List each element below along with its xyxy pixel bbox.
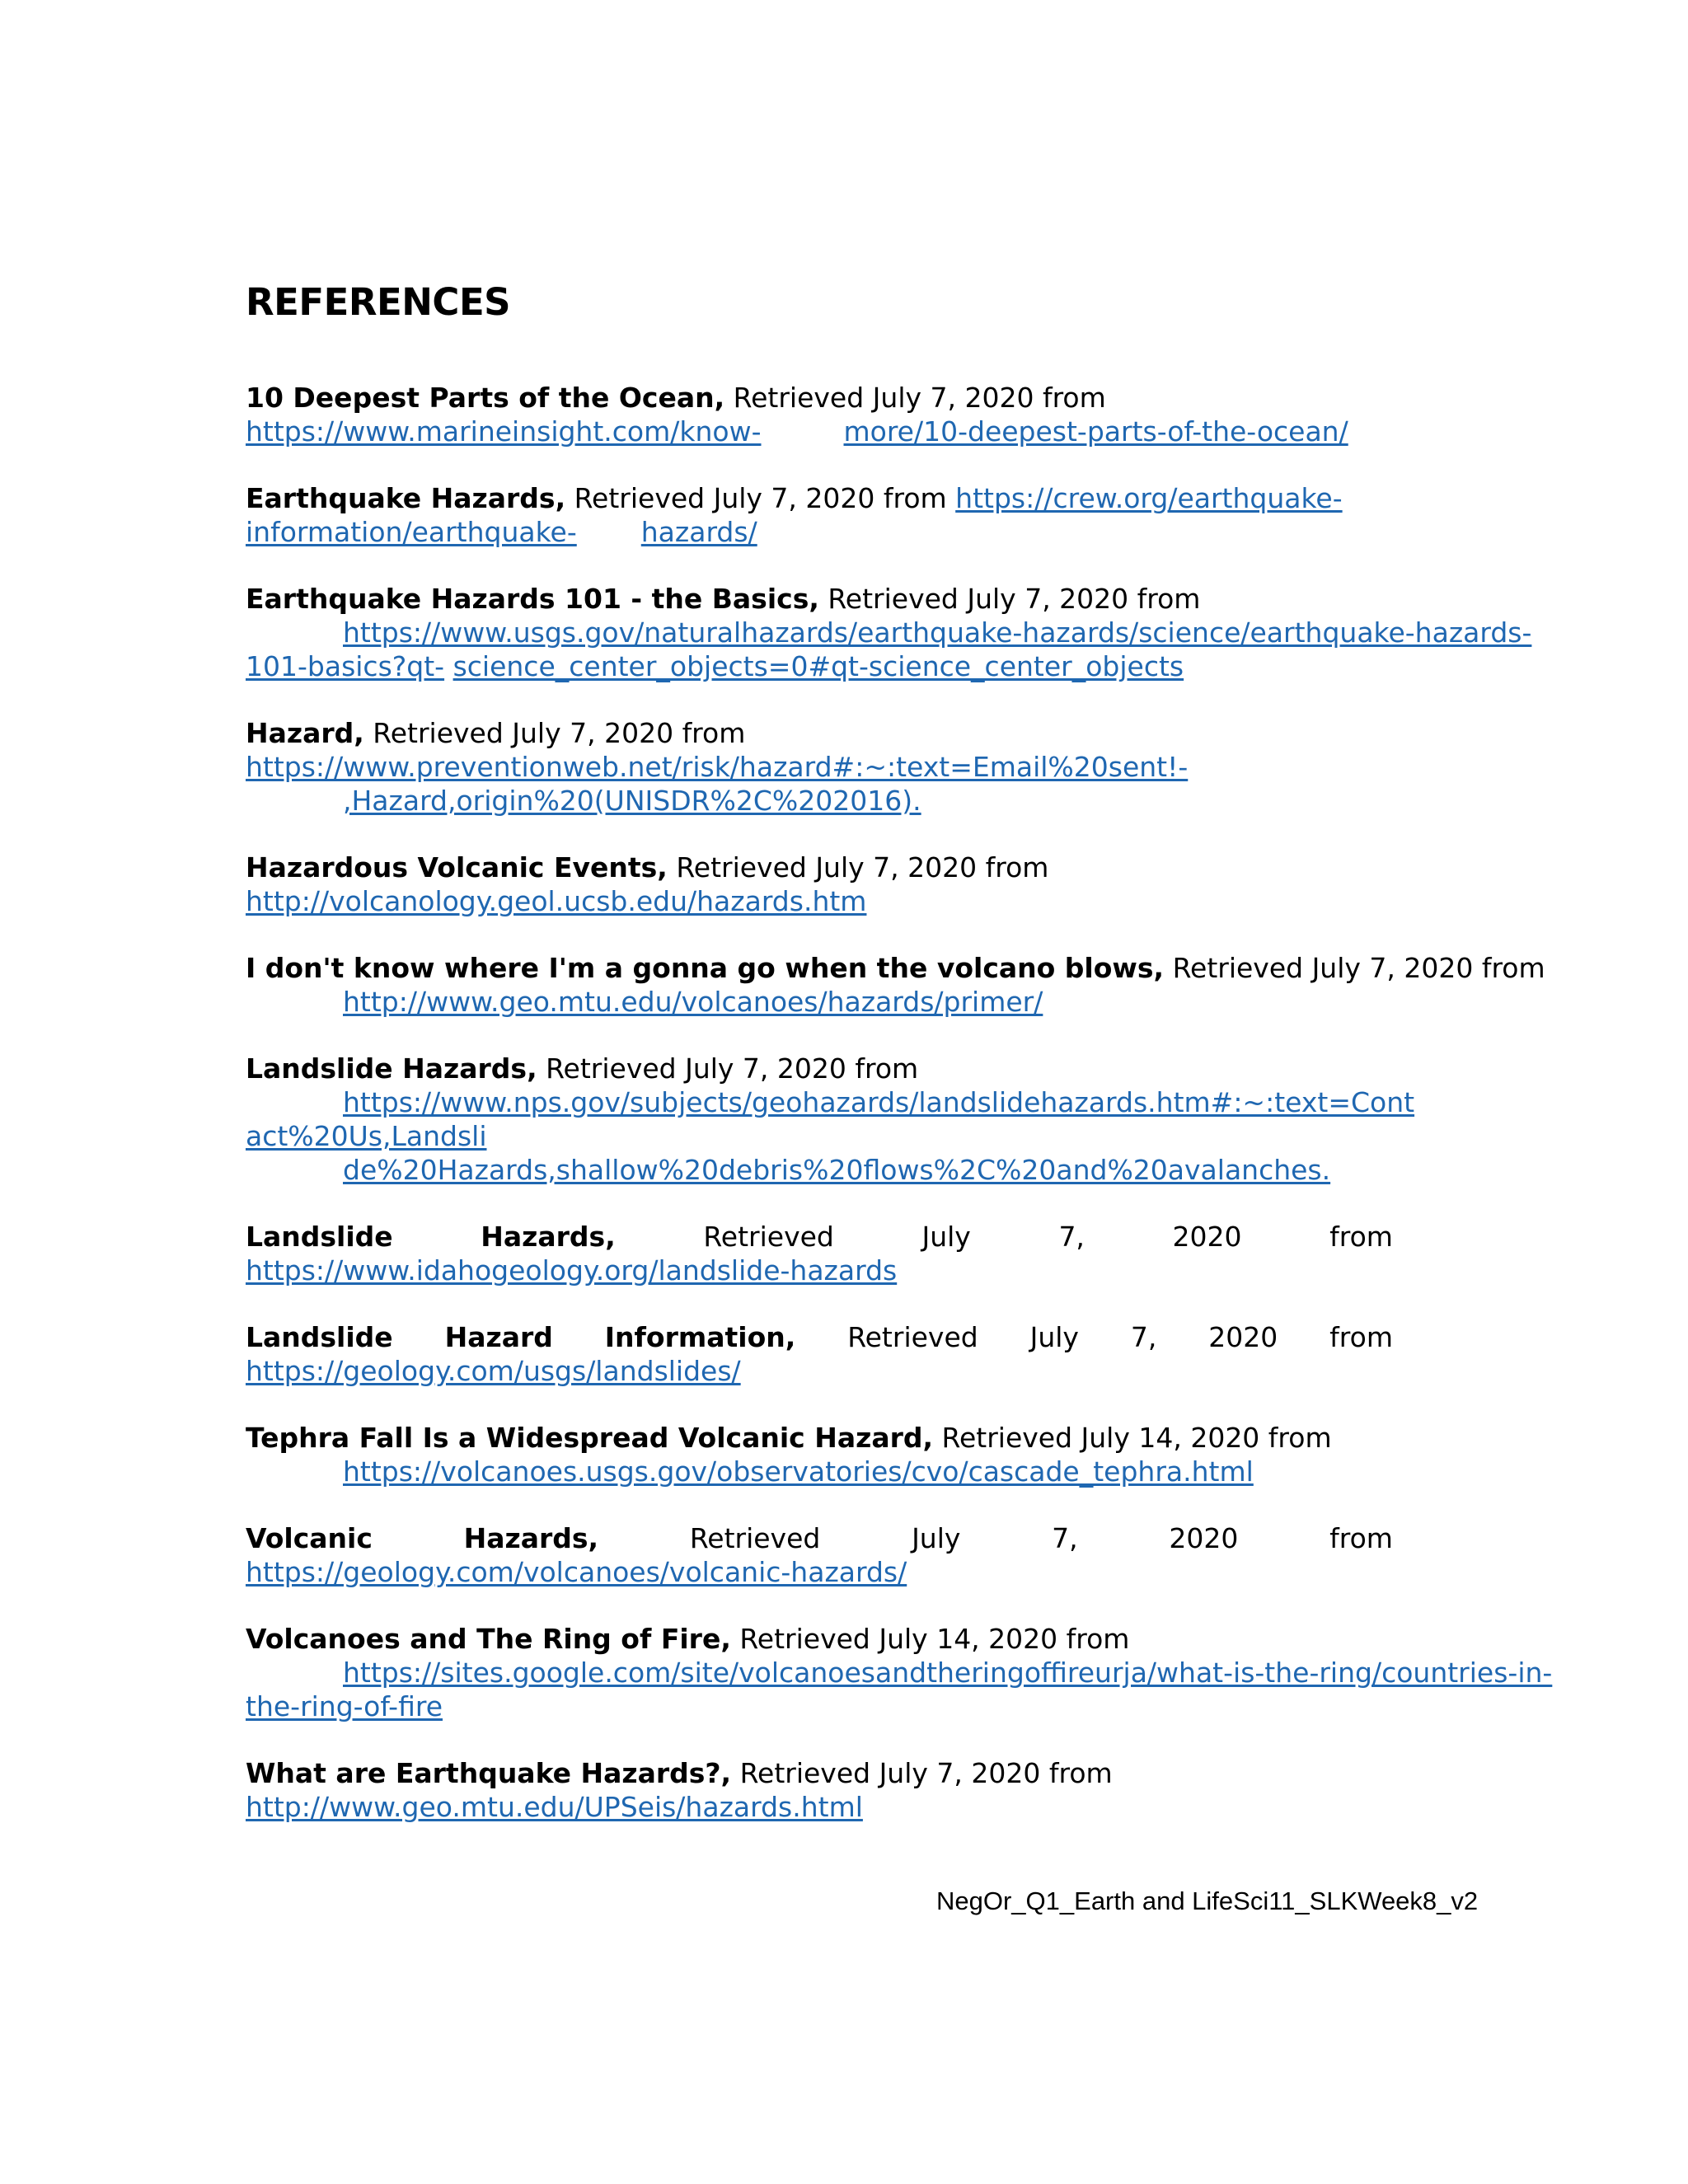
reference-retrieved: July: [1029, 1321, 1079, 1353]
reference-retrieved: Retrieved July 7, 2020 from: [1164, 952, 1545, 984]
reference-retrieved: Retrieved July 7, 2020 from: [731, 1757, 1113, 1789]
reference-link[interactable]: https://crew.org/earthquake-: [955, 482, 1343, 514]
reference-retrieved: July: [912, 1522, 961, 1554]
reference-url: [246, 1656, 1553, 1690]
reference-url: [246, 616, 1531, 649]
reference-link[interactable]: https://www.idahogeology.org/landslide-hazards: [246, 1254, 898, 1286]
document-footer: NegOr_Q1_Earth and LifeSci11_SLKWeek8_v2: [936, 1886, 1479, 1915]
reference-title: Tephra Fall Is a Widespread Volcanic Hazard,: [246, 1422, 934, 1454]
reference-item: [246, 582, 1531, 683]
reference-link[interactable]: act%20Us,Landsli: [246, 1120, 487, 1152]
reference-header: [246, 1220, 1393, 1254]
reference-header: [246, 1756, 1531, 1790]
reference-retrieved: July: [921, 1221, 971, 1253]
reference-title: Information,: [604, 1321, 796, 1353]
reference-item: [246, 1756, 1531, 1824]
reference-item: [246, 1220, 1531, 1287]
reference-link[interactable]: https://sites.google.com/site/volcanoesandtheringoffireurja/what-is-the-ring/countries-in-: [343, 1657, 1553, 1689]
reference-header: [246, 481, 1531, 515]
reference-retrieved: 7,: [1052, 1522, 1078, 1554]
reference-link[interactable]: http://volcanology.geol.ucsb.edu/hazards.htm: [246, 885, 867, 917]
reference-title: Hazards,: [463, 1522, 599, 1554]
reference-url: [246, 515, 1531, 549]
reference-url: [246, 1153, 1531, 1187]
reference-header: [246, 1320, 1393, 1354]
reference-retrieved: from: [1329, 1221, 1393, 1253]
reference-title: Volcanic: [246, 1522, 373, 1554]
reference-retrieved: Retrieved July 14, 2020 from: [933, 1422, 1332, 1454]
reference-header: [246, 851, 1531, 884]
reference-url: [246, 750, 1531, 784]
reference-link[interactable]: https://geology.com/volcanoes/volcanic-hazards/: [246, 1556, 907, 1588]
reference-title: Landslide: [246, 1221, 393, 1253]
reference-item: [246, 851, 1531, 918]
reference-title: Landslide Hazards,: [246, 1052, 537, 1085]
reference-header: [246, 582, 1531, 616]
reference-link[interactable]: hazards/: [640, 516, 757, 548]
reference-item: [246, 381, 1531, 448]
reference-retrieved: Retrieved July 7, 2020 from: [724, 382, 1106, 414]
reference-url: [246, 1790, 1531, 1824]
reference-title: Hazard,: [246, 717, 364, 749]
reference-title: 10 Deepest Parts of the Ocean,: [246, 382, 725, 414]
reference-header: [246, 951, 1545, 985]
reference-url: [246, 1354, 1531, 1388]
reference-title: I don't know where I'm a gonna go when the volcano blows,: [246, 952, 1165, 984]
reference-url: [246, 1085, 1531, 1119]
reference-link[interactable]: more/10-deepest-parts-of-the-ocean/: [843, 415, 1348, 448]
reference-title: Hazards,: [481, 1221, 616, 1253]
reference-retrieved: from: [1329, 1321, 1393, 1353]
reference-header: [246, 716, 1531, 750]
reference-retrieved: Retrieved July 7, 2020 from: [565, 482, 956, 514]
reference-retrieved: 7,: [1058, 1221, 1085, 1253]
reference-retrieved: Retrieved July 14, 2020 from: [730, 1623, 1130, 1655]
reference-title: Landslide: [246, 1321, 393, 1353]
reference-link[interactable]: https://www.usgs.gov/naturalhazards/earthquake-hazards/science/earthquake-hazards-: [343, 616, 1532, 649]
reference-link[interactable]: http://www.geo.mtu.edu/volcanoes/hazards/primer/: [343, 986, 1043, 1018]
reference-link[interactable]: ,Hazard,origin%20(UNISDR%2C%202016).: [343, 785, 921, 817]
reference-retrieved: 2020: [1169, 1522, 1239, 1554]
reference-header: [246, 1052, 1531, 1085]
reference-link[interactable]: https://geology.com/usgs/landslides/: [246, 1355, 741, 1387]
reference-url: [246, 1455, 1531, 1488]
reference-url: [246, 1254, 1531, 1287]
reference-url: [246, 1690, 1531, 1723]
reference-item: [246, 1052, 1531, 1187]
page-title: REFERENCES: [246, 280, 511, 324]
reference-link[interactable]: https://www.marineinsight.com/know-: [246, 415, 762, 448]
reference-link[interactable]: https://volcanoes.usgs.gov/observatories/cvo/cascade_tephra.html: [343, 1455, 1254, 1488]
reference-retrieved: 7,: [1130, 1321, 1157, 1353]
reference-header: [246, 381, 1531, 415]
reference-url: [246, 1119, 1531, 1153]
reference-title: What are Earthquake Hazards?,: [246, 1757, 732, 1789]
reference-retrieved: Retrieved July 7, 2020 from: [537, 1052, 919, 1085]
reference-item: [246, 716, 1531, 818]
reference-link[interactable]: https://www.nps.gov/subjects/geohazards/landslidehazards.htm#:~:text=Cont: [343, 1086, 1415, 1118]
reference-header: [246, 1622, 1531, 1656]
reference-retrieved: Retrieved July 7, 2020 from: [363, 717, 746, 749]
reference-title: Hazardous Volcanic Events,: [246, 851, 668, 883]
reference-url: [246, 649, 1531, 683]
reference-link[interactable]: science_center_objects=0#qt-science_center_objects: [452, 650, 1184, 682]
reference-header: [246, 1421, 1531, 1455]
reference-url: [246, 884, 1531, 918]
reference-link[interactable]: http://www.geo.mtu.edu/UPSeis/hazards.html: [246, 1791, 863, 1823]
reference-link[interactable]: de%20Hazards,shallow%20debris%20flows%2C%20and%20avalanches.: [343, 1154, 1331, 1186]
reference-url: [246, 985, 1531, 1019]
reference-retrieved: Retrieved July 7, 2020 from: [818, 583, 1201, 615]
reference-item: [246, 1320, 1531, 1388]
reference-retrieved: Retrieved: [689, 1522, 821, 1554]
reference-retrieved: Retrieved: [847, 1321, 978, 1353]
reference-retrieved: Retrieved July 7, 2020 from: [667, 851, 1049, 883]
reference-title: Earthquake Hazards 101 - the Basics,: [246, 583, 819, 615]
reference-retrieved: Retrieved: [703, 1221, 834, 1253]
reference-url: [246, 784, 1531, 818]
reference-link[interactable]: 101-basics?qt-: [246, 650, 445, 682]
reference-link[interactable]: https://www.preventionweb.net/risk/hazard#:~:text=Email%20sent!-: [246, 751, 1189, 783]
reference-item: [246, 1622, 1553, 1723]
reference-retrieved: from: [1329, 1522, 1393, 1554]
reference-title: Volcanoes and The Ring of Fire,: [246, 1623, 731, 1655]
reference-link[interactable]: information/earthquake-: [246, 516, 577, 548]
reference-retrieved: 2020: [1172, 1221, 1242, 1253]
reference-title: Earthquake Hazards,: [246, 482, 566, 514]
reference-item: [246, 1521, 1531, 1589]
reference-header: [246, 1521, 1393, 1555]
reference-url: [246, 1555, 1531, 1589]
reference-list: [246, 381, 1553, 1857]
reference-item: [246, 1421, 1531, 1488]
reference-retrieved: 2020: [1208, 1321, 1278, 1353]
reference-url: [246, 415, 1531, 448]
reference-item: [246, 481, 1531, 549]
reference-item: [246, 951, 1545, 1019]
reference-title: Hazard: [444, 1321, 553, 1353]
reference-link[interactable]: the-ring-of-fire: [246, 1690, 443, 1722]
